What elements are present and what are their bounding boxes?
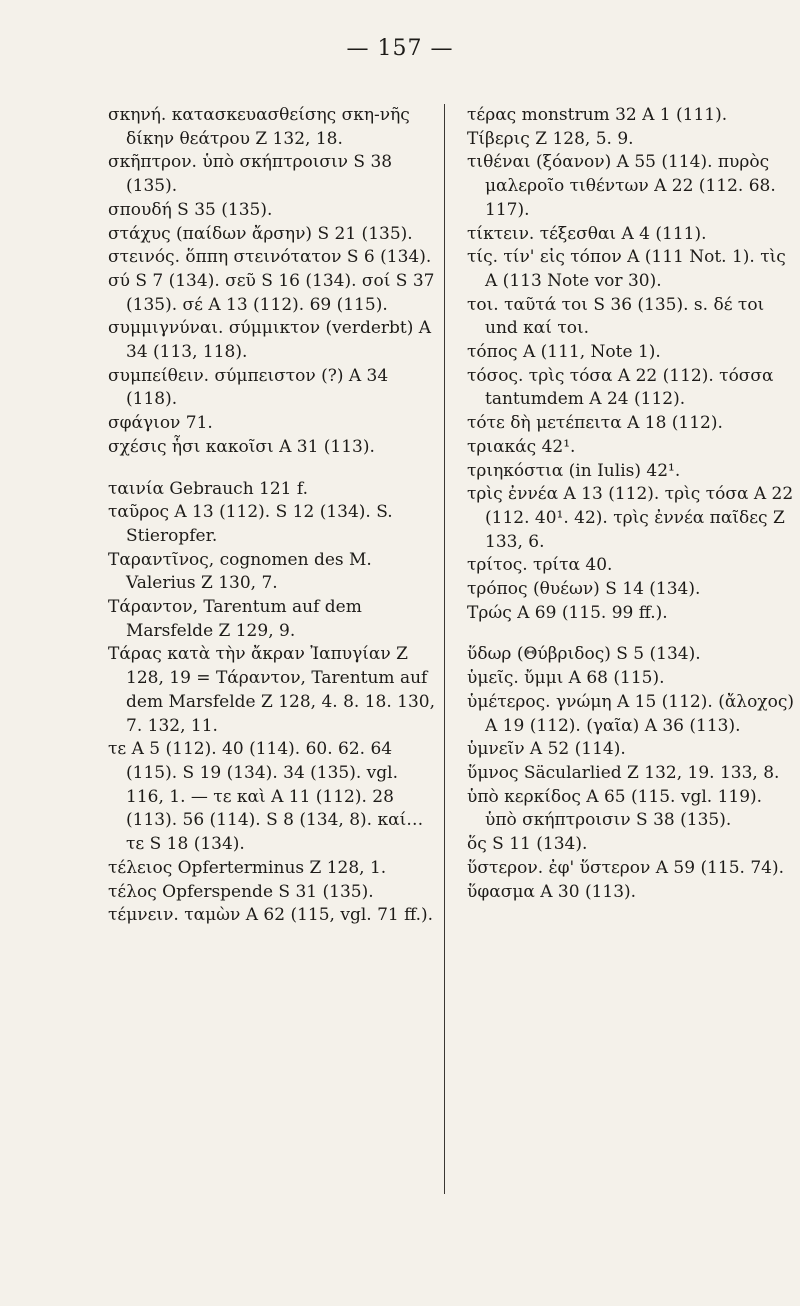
index-column-left bbox=[108, 104, 445, 1194]
index-entry: τιθέναι (ξόανον) A 55 (114). πυρὸς μαλεροῖο τιθέντων A 22 (112. 68. 117). bbox=[467, 152, 776, 220]
section-gap bbox=[108, 460, 438, 478]
index-entry: τέρας monstrum 32 A 1 (111). bbox=[467, 105, 728, 125]
index-entry: Τρώς A 69 (115. 99 ff.). bbox=[467, 602, 668, 623]
index-entry: σχέσις ἧσι κακοῖσι A 31 (113). bbox=[108, 436, 375, 457]
index-entry: Τίβερις Z 128, 5. 9. bbox=[467, 128, 634, 149]
index-entry: ὑμέτερος. γνώμη A 15 (112). (ἄλοχος) A 19 (112). (γαῖα) A 36 (113). bbox=[467, 691, 795, 736]
index-entry: Τάραντον, Tarentum auf dem Marsfelde Z 129, 9. bbox=[108, 597, 362, 641]
index-entry: στάχυς (παίδων ἄρσην) S 21 (135). bbox=[108, 223, 413, 244]
index-entry: Ταραντῖνος, cognomen des M. Valerius Z 130, 7. bbox=[108, 549, 372, 594]
index-entry: σύ S 7 (134). σεῦ S 16 (134). σοί S 37 (135). σέ A 13 (112). 69 (115). bbox=[108, 270, 435, 315]
index-entry: σπουδή S 35 (135). bbox=[108, 199, 273, 220]
index-entry: σφάγιον 71. bbox=[108, 413, 213, 434]
index-entry: ταινία Gebrauch 121 f. bbox=[108, 478, 308, 499]
index-entry: τόπος A (111, Note 1). bbox=[467, 342, 661, 363]
index-column-right bbox=[467, 104, 797, 904]
index-entry: συμπείθειν. σύμπειστον (?) A 34 (118). bbox=[108, 365, 389, 410]
index-entry: στεινός. ὅππη στεινότατον S 6 (134). bbox=[108, 247, 432, 268]
index-entry: τρὶς ἐννέα A 13 (112). τρὶς τόσα A 22 (112. 40¹. 42). τρὶς ἐννέα παῖδες Z 133, 6. bbox=[467, 484, 794, 552]
index-entry: ὑπὸ κερκίδος A 65 (115. vgl. 119). ὑπὸ σκήπτροισιν S 38 (135). bbox=[467, 786, 763, 831]
index-entry: σκηνή. κατασκευασθείσης σκη-νῆς δίκην θεάτρου Z 132, 18. bbox=[108, 105, 410, 149]
index-entry: ὑμνεῖν A 52 (114). bbox=[467, 739, 626, 760]
index-entry: τίς. τίν' εἰς τόπον A (111 Not. 1). τὶς A (113 Note vor 30). bbox=[467, 247, 786, 291]
index-entry: τέλειος Opferterminus Z 128, 1. bbox=[108, 857, 387, 878]
index-entry: τρόπος (θυέων) S 14 (134). bbox=[467, 579, 701, 600]
index-entry: ὕδωρ (Θύβριδος) S 5 (134). bbox=[467, 644, 701, 665]
section-gap bbox=[467, 625, 797, 643]
index-entry: ὕστερον. ἐφ' ὕστερον A 59 (115. 74). bbox=[467, 857, 785, 878]
index-entry: τε A 5 (112). 40 (114). 60. 62. 64 (115). S 19 (134). 34 (135). vgl. 116, 1. — τε καὶ A 11 (112). 28 (113). 56 (114). S 8 (134, 8). καί… τε S 18 (134). bbox=[108, 739, 424, 855]
index-entry: τέλος Opferspende S 31 (135). bbox=[108, 881, 374, 902]
index-entry: ὕμνος Säcularlied Z 132, 19. 133, 8. bbox=[467, 762, 780, 783]
index-entry: σκῆπτρον. ὑπὸ σκήπτροισιν S 38 (135). bbox=[108, 152, 393, 197]
index-entry: τόσος. τρὶς τόσα A 22 (112). τόσσα tantumdem A 24 (112). bbox=[467, 365, 774, 410]
index-entry: τίκτειν. τέξεσθαι A 4 (111). bbox=[467, 223, 707, 244]
index-entry: τέμνειν. ταμὼν A 62 (115, vgl. 71 ff.). bbox=[108, 905, 434, 926]
index-entry: ὕφασμα A 30 (113). bbox=[467, 881, 637, 902]
index-entry: τοι. ταῦτά τοι S 36 (135). s. δέ τοι und καί τοι. bbox=[467, 294, 765, 339]
index-entry: ὅς S 11 (134). bbox=[467, 834, 588, 855]
index-entry: ταῦρος A 13 (112). S 12 (134). S. Stieropfer. bbox=[108, 502, 393, 546]
page-number: — 157 — bbox=[346, 36, 454, 61]
index-entry: τότε δὴ μετέπειτα A 18 (112). bbox=[467, 413, 723, 434]
index-entry: τρίτος. τρίτα 40. bbox=[467, 555, 613, 576]
index-entry: τριηκόστια (in Iulis) 42¹. bbox=[467, 460, 681, 481]
index-entry: συμμιγνύναι. σύμμικτον (verderbt) A 34 (113, 118). bbox=[108, 318, 432, 363]
index-entry: ὑμεῖς. ὔμμι A 68 (115). bbox=[467, 668, 665, 689]
index-entry: τριακάς 42¹. bbox=[467, 436, 576, 457]
index-entry: Τάρας κατὰ τὴν ἄκραν Ἰαπυγίαν Z 128, 19 = Τάραντον, Tarentum auf dem Marsfelde Z 128, 4. 8. 18. 130, 7. 132, 11. bbox=[108, 644, 436, 736]
